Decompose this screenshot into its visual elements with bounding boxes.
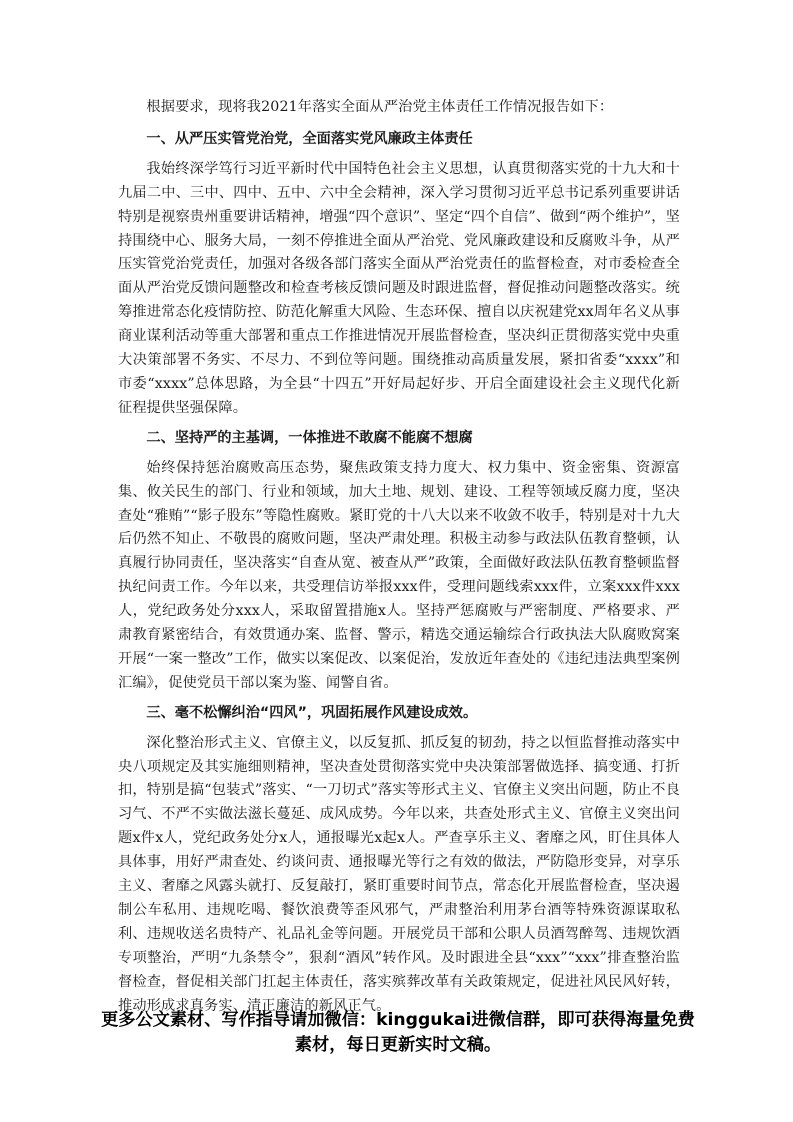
section-1 bbox=[118, 128, 680, 421]
section-2 bbox=[118, 427, 680, 696]
section-3-heading: 三、毫不松懈纠治“四风”，巩固拓展作风建设成效。 bbox=[146, 704, 478, 721]
section-1-body: 我始终深学笃行习近平新时代中国特色社会主义思想，认真贯彻落实党的十九大和十九届二中、三中、四中、五中、六中全会精神，深入学习贯彻习近平总书记系列重要讲话特别是视察贵州重要讲话精神，增强“四个意识”、坚定“四个自信”、做到“两个维护”，坚持围绕中心、服务大局，一刻不停推进全面从严治党、党风廉政建设和反腐败斗争，从严压实管党治党责任，加强对各级各部门落实全面从严治党责任的监督检查，对市委检查全面从严治党反馈问题整改和检查考核反馈问题及时跟进监督，督促推动问题整改落实。统筹推进常态化疫情防控、防范化解重大风险、生态环保、擅自以庆祝建党xx周年名义从事商业谋利活动等重大部署和重点工作推进情况开展监督检查，坚决纠正贯彻落实党中央重大决策部署不务实、不尽力、不到位等问题。围绕推动高质量发展，紧扣省委“xxxx”和市委“xxxx”总体思路，为全县“十四五”开好局起好步、开启全面建设社会主义现代化新征程提供坚强保障。 bbox=[118, 160, 680, 416]
footer-promo-note: 更多公文素材、写作指导请加微信：kinggukai进微信群，即可获得海量免费素材，每日更新实时文稿。 bbox=[101, 1010, 695, 1055]
section-3 bbox=[118, 702, 680, 1019]
section-1-heading: 一、从严压实管党治党，全面落实党风廉政主体责任 bbox=[146, 130, 473, 147]
section-2-heading: 二、坚持严的主基调，一体推进不敢腐不能腐不想腐 bbox=[146, 429, 473, 446]
intro-paragraph: 根据要求，现将我2021年落实全面从严治党主体责任工作情况报告如下： bbox=[146, 99, 614, 115]
section-3-body: 深化整治形式主义、官僚主义，以反复抓、抓反复的韧劲，持之以恒监督推动落实中央八项规定及其实施细则精神，坚决查处贯彻落实党中央决策部署做选择、搞变通、打折扣，特别是搞“包装式”落实、“一刀切式”落实等形式主义、官僚主义突出问题，防止不良习气、不严不实做法滋长蔓延、成风成势。今年以来，共查处形式主义、官僚主义突出问题x件x人，党纪政务处分x人，通报曝光x起x人。严查享乐主义、奢靡之风，盯住具体人具体事，用好严肃查处、约谈问责、通报曝光等行之有效的做法，严防隐形变异，对享乐主义、奢靡之风露头就打、反复敲打，紧盯重要时间节点，常态化开展监督检查，坚决遏制公车私用、违规吃喝、餐饮浪费等歪风邪气，严肃整治利用茅台酒等特殊资源谋取私利、违规收送名贵特产、礼品礼金等问题。开展党员干部和公职人员酒驾醉驾、违规饮酒专项整治，严明“九条禁令”，狠刹“酒风”转作风。及时跟进全县“xxx”“xxx”排查整治监督检查，督促相关部门扛起主体责任，落实殡葬改革有关政策规定，促进社风民风好转，推动形成求真务实、清正廉洁的新风正气。 bbox=[118, 734, 680, 1014]
section-2-body: 始终保持惩治腐败高压态势，聚焦政策支持力度大、权力集中、资金密集、资源富集、攸关民生的部门、行业和领域，加大土地、规划、建设、工程等领域反腐力度，坚决查处“雅贿”“影子股东”等隐性腐败。紧盯党的十八大以来不收敛不收手，特别是对十九大后仍然不知止、不敬畏的腐败问题，坚决严肃处理。积极主动参与政法队伍教育整顿，认真履行协同责任，坚决落实“自查从宽、被查从严”政策，全面做好政法队伍教育整顿监督执纪问责工作。今年以来，共受理信访举报xxx件，受理问题线索xxx件，立案xxx件xxx人，党纪政务处分xxx人，采取留置措施x人。坚持严惩腐败与严密制度、严格要求、严肃教育紧密结合，有效贯通办案、监督、警示，精选交通运输综合行政执法大队腐败窝案开展“一案一整改”工作，做实以案促改、以案促治，发放近年查处的《违纪违法典型案例汇编》，促使党员干部以案为鉴、闻警自省。 bbox=[118, 459, 680, 691]
document-body bbox=[118, 96, 680, 1025]
